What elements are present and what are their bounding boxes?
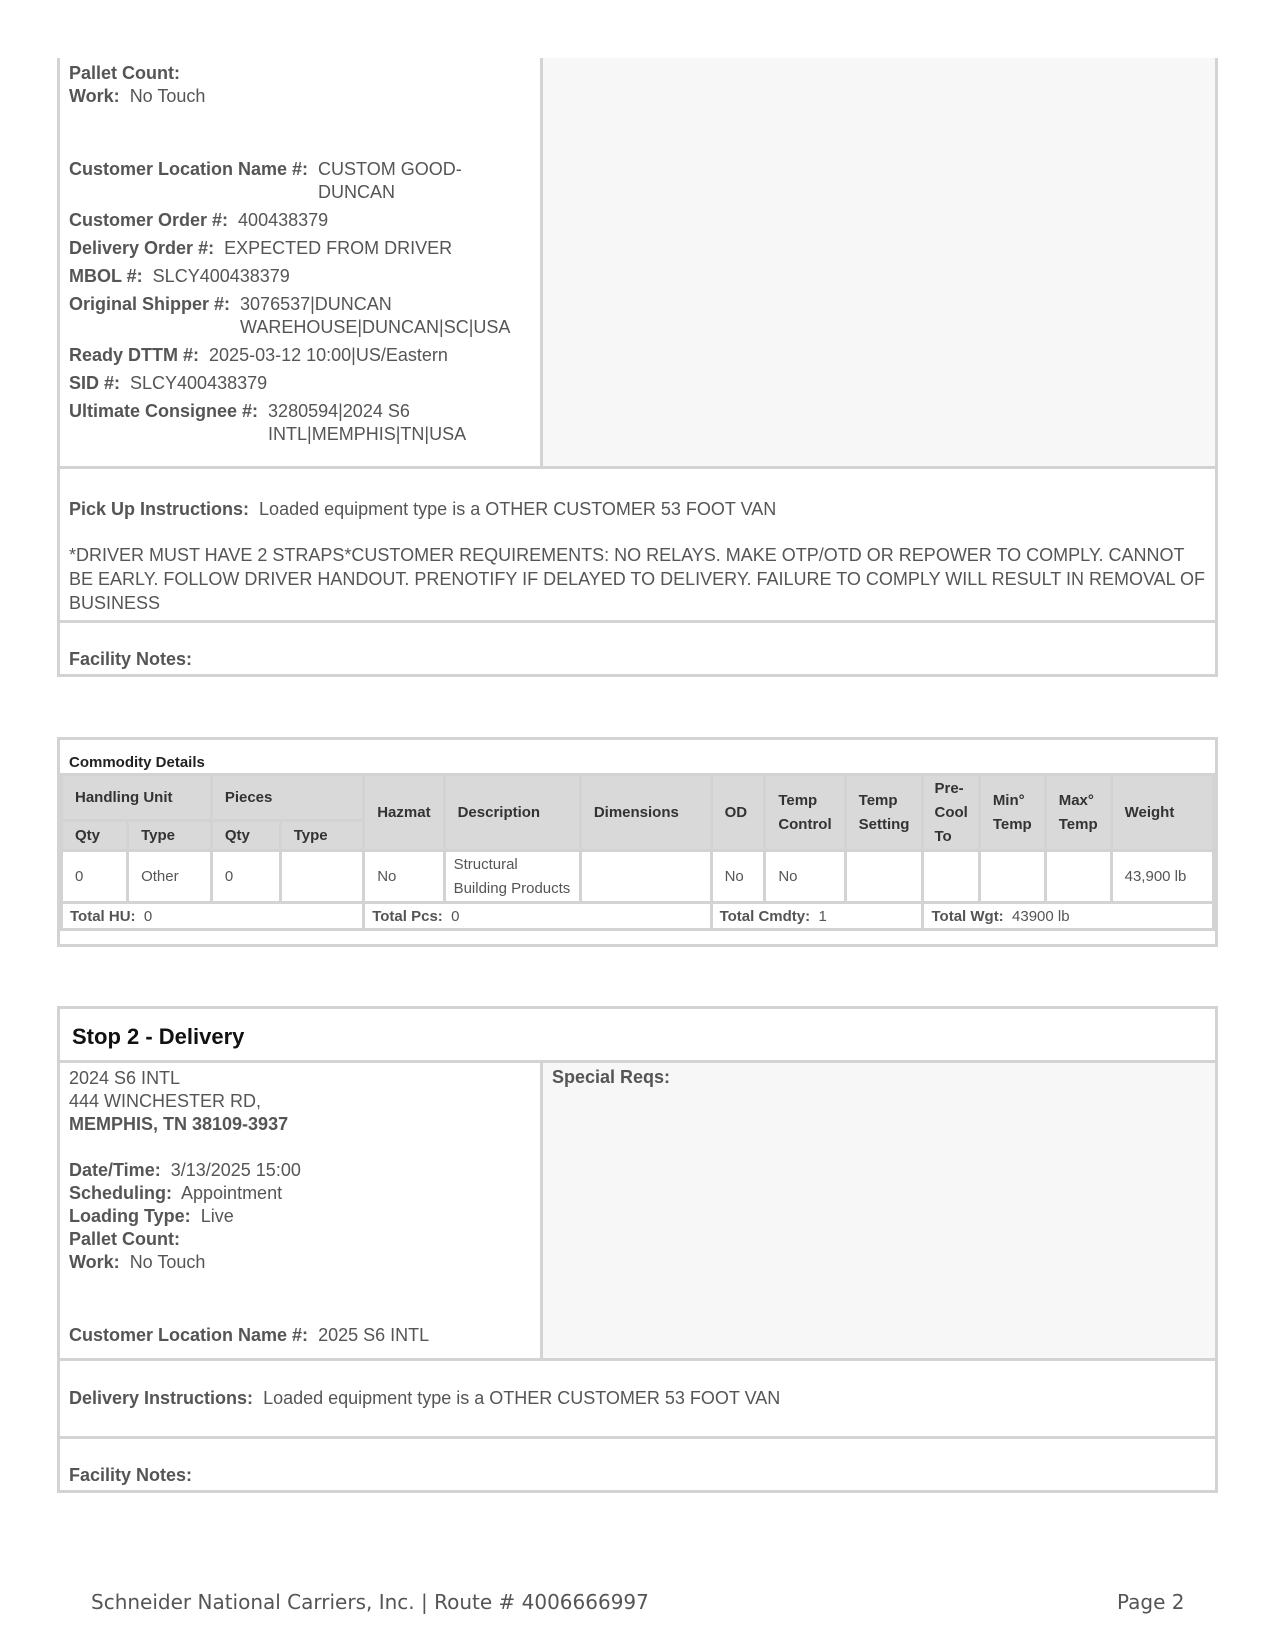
work-label: Work: — [69, 1252, 120, 1272]
dimensions-header: Dimensions — [580, 775, 711, 851]
temp-setting-cell — [845, 851, 923, 903]
scheduling-label: Scheduling: — [69, 1183, 172, 1203]
reference-field-value: 3280594|2024 S6 INTL|MEMPHIS|TN|USA — [268, 401, 467, 444]
reference-field — [69, 293, 540, 339]
special-reqs-label: Special Reqs: — [552, 1067, 671, 1087]
reference-field — [69, 400, 540, 446]
datetime-value: 3/13/2025 15:00 — [170, 1160, 301, 1180]
max-temp-header: Max° Temp — [1045, 775, 1111, 851]
pallet-count-label: Pallet Count: — [69, 63, 180, 83]
total-cmdty-cell: Total Cmdty: 1 — [711, 903, 923, 930]
reference-field-label: Ultimate Consignee #: — [69, 401, 259, 421]
pcs-type-header: Type — [280, 821, 364, 851]
scheduling-value: Appointment — [181, 1183, 283, 1203]
loading-type-value: Live — [200, 1206, 234, 1226]
min-temp-cell — [979, 851, 1045, 903]
commodity-table — [60, 773, 1215, 931]
min-temp-header: Min° Temp — [979, 775, 1045, 851]
weight-cell: 43,900 lb — [1111, 851, 1213, 903]
pre-cool-cell — [923, 851, 979, 903]
hu-qty-cell: 0 — [62, 851, 128, 903]
reference-field — [69, 158, 540, 204]
commodity-details-title: Commodity Details — [69, 754, 205, 771]
stop2-special-reqs-area — [543, 1063, 1215, 1361]
hu-type-cell: Other — [128, 851, 212, 903]
temp-control-cell: No — [765, 851, 845, 903]
reference-field — [69, 372, 540, 395]
table-row — [62, 851, 1214, 903]
stop2-heading: Stop 2 - Delivery — [57, 1006, 1218, 1063]
commodity-details-panel — [57, 737, 1218, 947]
work-value: No Touch — [129, 1252, 206, 1272]
hu-type-header: Type — [128, 821, 212, 851]
reference-field-value: 3076537|DUNCAN WAREHOUSE|DUNCAN|SC|USA — [240, 294, 511, 337]
stop1-facility-notes-panel — [57, 620, 1218, 677]
customer-location-label: Customer Location Name #: — [69, 1325, 309, 1345]
reference-field-label: Ready DTTM #: — [69, 345, 200, 365]
totals-row — [62, 903, 1214, 930]
description-cell: Structural Building Products — [444, 851, 580, 903]
od-header: OD — [711, 775, 765, 851]
reference-field-label: Original Shipper #: — [69, 294, 231, 314]
delivery-instructions-value: Loaded equipment type is a OTHER CUSTOMER 53 FOOT VAN — [263, 1388, 781, 1408]
stop1-special-reqs-area — [543, 58, 1215, 466]
pickup-notes: *DRIVER MUST HAVE 2 STRAPS*CUSTOMER REQUIREMENTS: NO RELAYS. MAKE OTP/OTD OR REPOWER TO COMPLY. CANNOT BE EARLY. FOLLOW DRIVER HANDOUT. PRENOTIFY IF DELAYED TO DELIVERY. FAILURE TO COMPLY WILL RESULT IN REMOVAL OF BUSINESS — [69, 545, 1205, 613]
pickup-instructions-panel — [57, 466, 1218, 623]
temp-control-header: Temp Control — [765, 775, 845, 851]
pieces-header: Pieces — [211, 775, 363, 821]
hu-qty-header: Qty — [62, 821, 128, 851]
facility-notes-label: Facility Notes: — [69, 649, 193, 669]
pallet-count-label: Pallet Count: — [69, 1229, 180, 1249]
total-wgt-cell: Total Wgt: 43900 lb — [923, 903, 1214, 930]
footer-page-number: Page 2 — [1117, 1590, 1185, 1614]
description-header: Description — [444, 775, 580, 851]
pcs-type-cell — [280, 851, 364, 903]
reference-field-value: SLCY400438379 — [130, 373, 268, 393]
pickup-instructions-value: Loaded equipment type is a OTHER CUSTOMER 53 FOOT VAN — [259, 499, 777, 519]
hazmat-header: Hazmat — [364, 775, 444, 851]
stop2-name: 2024 S6 INTL — [69, 1068, 181, 1088]
dimensions-cell — [580, 851, 711, 903]
max-temp-cell — [1045, 851, 1111, 903]
pre-cool-header: Pre- Cool To — [923, 775, 979, 851]
stop2-facility-notes-panel — [57, 1436, 1218, 1493]
od-cell: No — [711, 851, 765, 903]
pcs-qty-cell: 0 — [211, 851, 280, 903]
stop1-details-panel — [57, 58, 1218, 469]
pcs-qty-header: Qty — [211, 821, 280, 851]
stop2-info-column — [60, 1063, 543, 1361]
stop1-reference-fields — [69, 158, 540, 446]
reference-field-label: MBOL #: — [69, 266, 143, 286]
facility-notes-label: Facility Notes: — [69, 1465, 193, 1485]
handling-unit-header: Handling Unit — [62, 775, 212, 821]
customer-location-value: 2025 S6 INTL — [318, 1325, 430, 1345]
reference-field-value: CUSTOM GOOD- DUNCAN — [318, 159, 462, 202]
pickup-instructions-label: Pick Up Instructions: — [69, 499, 250, 519]
stop2-street: 444 WINCHESTER RD, — [69, 1091, 262, 1111]
reference-field — [69, 237, 540, 260]
footer-company-route: Schneider National Carriers, Inc. | Route # 4006666997 — [91, 1590, 649, 1614]
weight-header: Weight — [1111, 775, 1213, 851]
reference-field — [69, 344, 540, 367]
reference-field-label: Customer Location Name #: — [69, 159, 309, 179]
datetime-label: Date/Time: — [69, 1160, 161, 1180]
temp-setting-header: Temp Setting — [845, 775, 923, 851]
stop2-city-state-zip: MEMPHIS, TN 38109-3937 — [69, 1114, 289, 1134]
stop2-details-panel — [57, 1060, 1218, 1361]
delivery-instructions-label: Delivery Instructions: — [69, 1388, 254, 1408]
total-hu-cell: Total HU: 0 — [62, 903, 364, 930]
loading-type-label: Loading Type: — [69, 1206, 191, 1226]
hazmat-cell: No — [364, 851, 444, 903]
reference-field-value: 400438379 — [238, 210, 329, 230]
reference-field — [69, 265, 540, 288]
reference-field-label: Delivery Order #: — [69, 238, 215, 258]
reference-field-value: EXPECTED FROM DRIVER — [224, 238, 453, 258]
reference-field — [69, 209, 540, 232]
stop1-info-column — [60, 58, 543, 466]
reference-field-label: SID #: — [69, 373, 121, 393]
total-pcs-cell: Total Pcs: 0 — [364, 903, 711, 930]
work-label: Work: — [69, 86, 120, 106]
reference-field-label: Customer Order #: — [69, 210, 229, 230]
reference-field-value: 2025-03-12 10:00|US/Eastern — [209, 345, 448, 365]
reference-field-value: SLCY400438379 — [152, 266, 290, 286]
work-value: No Touch — [129, 86, 206, 106]
delivery-instructions-panel — [57, 1358, 1218, 1439]
